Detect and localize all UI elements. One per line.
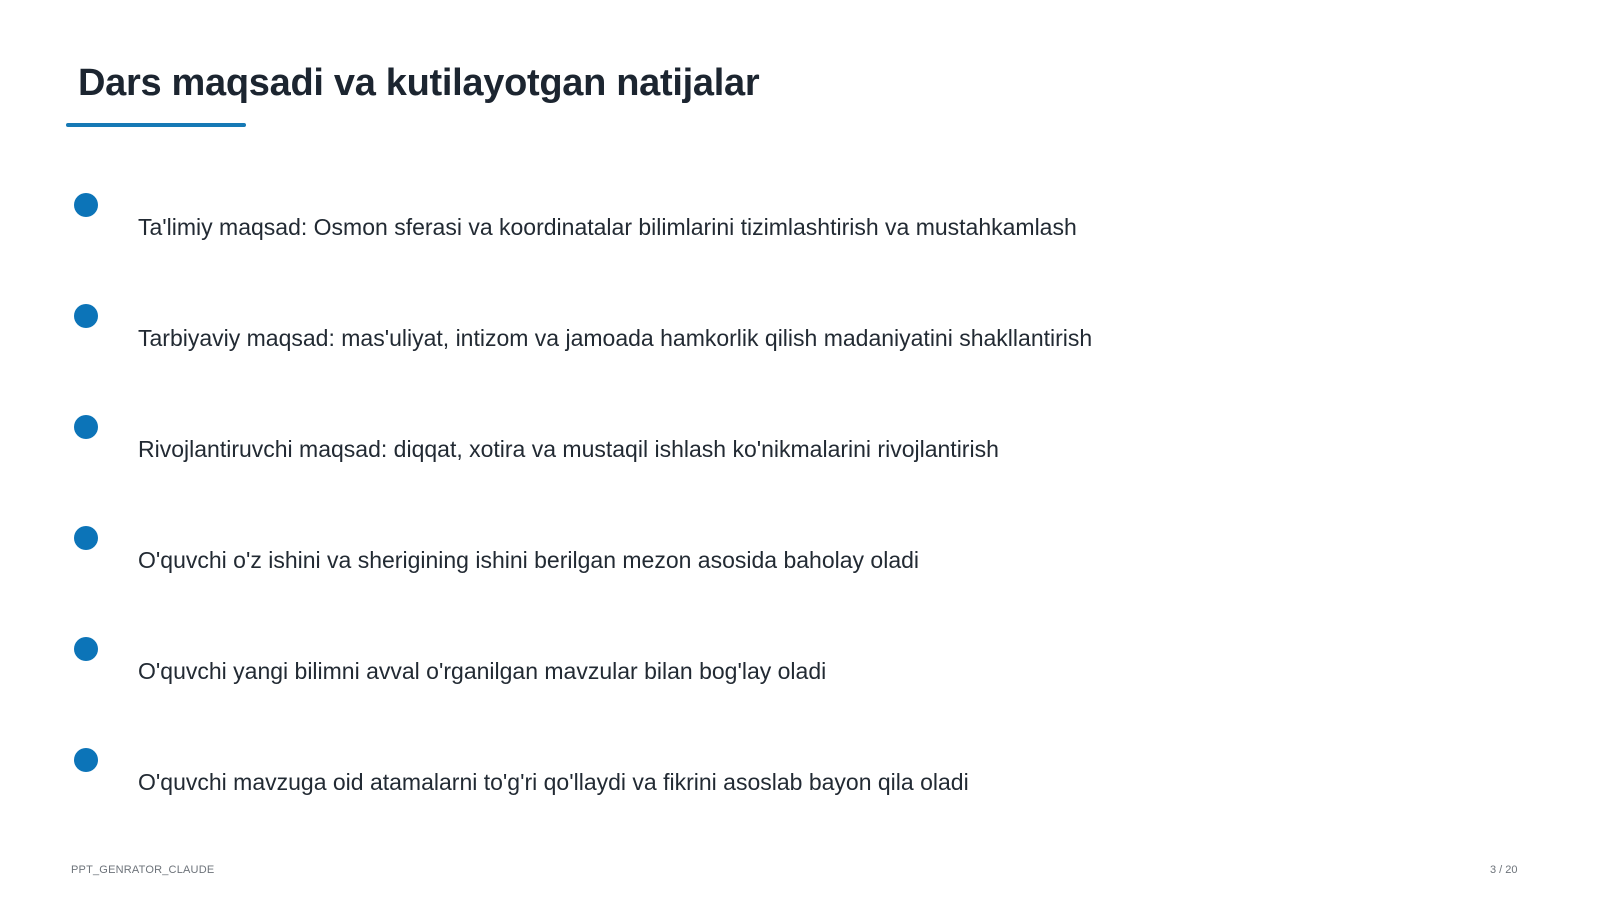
bullet-text: O'quvchi o'z ishini va sherigining ishini berilgan mezon asosida baholay oladi	[138, 547, 920, 573]
bullet-item	[0, 415, 1500, 505]
bullet-item	[0, 193, 1500, 283]
bullet-dot-icon	[74, 193, 98, 217]
page-indicator: 3 / 20	[1490, 864, 1518, 876]
bullet-text: O'quvchi mavzuga oid atamalarni to'g'ri qo'llaydi va fikrini asoslab bayon qila oladi	[138, 769, 969, 795]
bullet-item	[0, 637, 1500, 727]
bullet-text: O'quvchi yangi bilimni avval o'rganilgan mavzular bilan bog'lay oladi	[138, 658, 827, 684]
bullet-text: Ta'limiy maqsad: Osmon sferasi va koordinatalar bilimlarini tizimlashtirish va mustahkamlash	[138, 214, 1077, 240]
bullet-dot-icon	[74, 415, 98, 439]
bullet-item	[0, 526, 1500, 616]
slide-title: Dars maqsadi va kutilayotgan natijalar	[78, 62, 760, 104]
bullet-dot-icon	[74, 526, 98, 550]
bullet-dot-icon	[74, 748, 98, 772]
bullet-item	[0, 304, 1500, 394]
bullet-item	[0, 748, 1500, 838]
bullet-text: Rivojlantiruvchi maqsad: diqqat, xotira va mustaqil ishlash ko'nikmalarini rivojlantirish	[138, 436, 999, 462]
title-underline	[66, 123, 246, 127]
bullet-text: Tarbiyaviy maqsad: mas'uliyat, intizom va jamoada hamkorlik qilish madaniyatini shakllantirish	[138, 325, 1093, 351]
bullet-dot-icon	[74, 304, 98, 328]
bullet-dot-icon	[74, 637, 98, 661]
footer-label: PPT_GENRATOR_CLAUDE	[71, 864, 215, 876]
